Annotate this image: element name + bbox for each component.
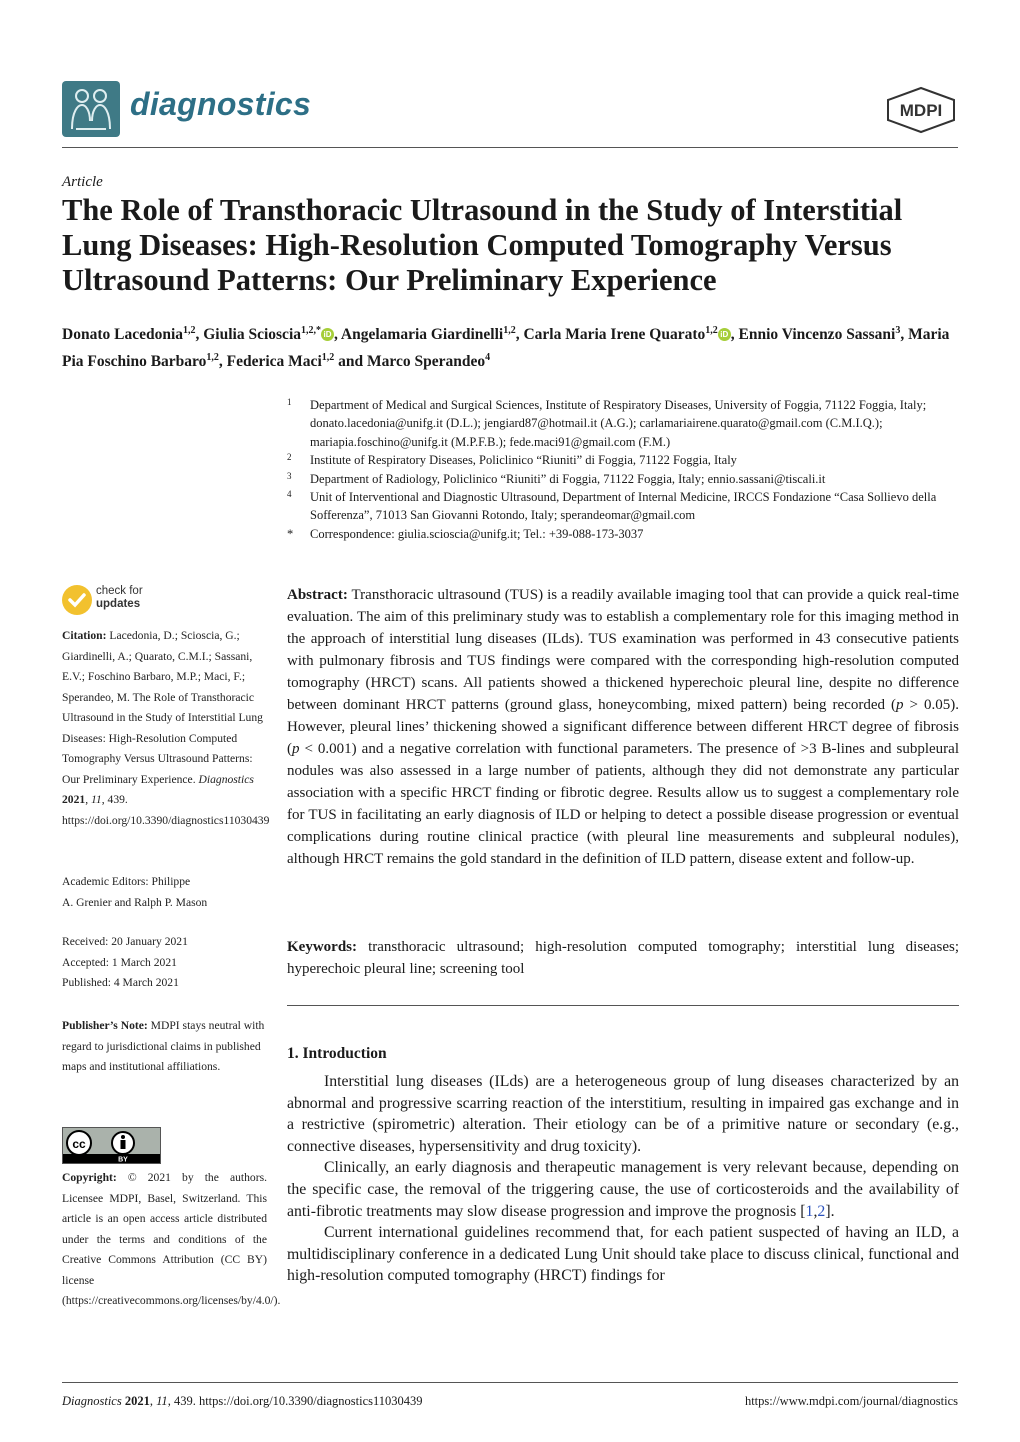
keywords: Keywords: transthoracic ultrasound; high-resolution computed tomography; interstitial lung diseases; hyperechoic pleural line; screening tool	[287, 939, 960, 977]
copyright-notice: Copyright: © 2021 by the authors. Licensee MDPI, Basel, Switzerland. This article is an open access article distributed under the terms and conditions of the Creative Commons Attribution (CC BY) license (https://creativecommons.org/licenses/by/4.0/).	[62, 1171, 281, 1307]
author-affiliation-mark: 4	[485, 352, 491, 364]
author-affiliation-mark: 1,2	[321, 352, 335, 364]
author-name: Donato Lacedonia	[62, 326, 183, 344]
header-divider	[62, 147, 958, 148]
orcid-icon[interactable]: iD	[718, 328, 731, 341]
received-date: Received: 20 January 2021	[62, 935, 188, 948]
paragraph: Interstitial lung diseases (ILds) are a heterogeneous group of lung diseases characterized by an abnormal and progressive scarring reaction of the interstitium, resulting in impaired gas exchange and in a restrictive (spirometric) alteration. Their etiology can be of a primitive nature or secondary (e.g., connective diseases, hypersensitivity and drug toxicity).	[287, 1073, 959, 1155]
journal-logo-icon	[62, 81, 120, 137]
footer-citation: Diagnostics 2021, 11, 439. https://doi.org/10.3390/diagnostics11030439	[62, 1394, 423, 1408]
affiliations	[287, 396, 959, 543]
affiliation-item: 1 Department of Medical and Surgical Sciences, Institute of Respiratory Diseases, University of Foggia, 71122 Foggia, Italy; donato.lacedonia@unifg.it (D.L.); jengiard87@hotmail.it (A.G.); carlamariairene.quarato@gmail.com (C.M.I.Q.); mariapia.foschino@unifg.it (M.P.F.B.); fede.maci91@gmail.com (F.M.)	[287, 397, 927, 449]
affiliation-item: 4 Unit of Interventional and Diagnostic Ultrasound, Department of Internal Medicine, IRCCS Fondazione “Casa Sollievo della Sofferenza”, 71013 San Giovanni Rotondo, Italy; sperandeomar@gmail.com	[287, 489, 937, 523]
mdpi-logo-icon[interactable]	[884, 86, 958, 134]
check-updates-button[interactable]: check for updates	[96, 585, 143, 610]
footer-divider	[62, 1382, 958, 1383]
introduction-body	[287, 1071, 959, 1287]
correspondence: * Correspondence: giulia.scioscia@unifg.it; Tel.: +39-088-173-3037	[287, 526, 644, 541]
citation: Citation: Lacedonia, D.; Scioscia, G.; Giardinelli, A.; Quarato, C.M.I.; Sassani, E.V.; Foschino Barbaro, M.P.; Maci, F.; Sperandeo, M. The Role of Transthoracic Ultrasound in the Study of Interstitial Lung Diseases: High-Resolution Computed Tomography Versus Ultrasound Patterns: Our Preliminary Experience. Diagnostics 2021, 11, 439. https://doi.org/10.3390/diagnostics11030439	[62, 629, 270, 827]
published-date: Published: 4 March 2021	[62, 976, 179, 989]
author-name: Maria Pia Foschino Barbaro	[62, 326, 950, 371]
section-divider	[287, 1005, 959, 1006]
publisher-note: Publisher’s Note: MDPI stays neutral with regard to jurisdictional claims in published maps and institutional affiliations.	[62, 1019, 265, 1073]
journal-url-link[interactable]: https://www.mdpi.com/journal/diagnostics	[744, 1394, 958, 1408]
orcid-icon[interactable]: iD	[321, 328, 334, 341]
affiliation-item: 2 Institute of Respiratory Diseases, Policlinico “Riuniti” di Foggia, 71122 Foggia, Italy	[287, 452, 737, 468]
author-affiliation-mark: 3	[895, 325, 901, 336]
section-heading: 1. Introduction	[287, 1045, 387, 1062]
author-name: Marco Sperandeo	[367, 353, 486, 371]
article-title: The Role of Transthoracic Ultrasound in the Study of Interstitial Lung Diseases: High-Resolution Computed Tomography Versus Ultrasound Patterns: Our Preliminary Experience	[62, 193, 903, 297]
publication-dates	[62, 932, 267, 994]
affiliation-item: 3 Department of Radiology, Policlinico “Riuniti” di Foggia, 71122 Foggia, Italy; ennio.sassani@tiscali.it	[287, 470, 826, 486]
paragraph: Clinically, an early diagnosis and therapeutic management is very relevant because, depending on the specific case, the removal of the triggering cause, the use of corticosteroids and the availability of anti-fibrotic treatments may slow disease progression and improve the prognosis [1,2].	[287, 1159, 959, 1220]
accepted-date: Accepted: 1 March 2021	[62, 955, 177, 969]
author-name: Ennio Vincenzo Sassani	[738, 326, 896, 344]
article-type: Article	[62, 174, 103, 190]
author-name: Federica Maci	[226, 353, 322, 371]
author-affiliation-mark: 1,2	[183, 325, 196, 336]
academic-editors: Academic Editors: Philippe A. Grenier and Ralph P. Mason	[62, 875, 208, 909]
author-affiliation-mark: 1,2	[705, 325, 718, 336]
author-affiliation-mark: 1,2	[206, 352, 219, 364]
author-list: Donato Lacedonia$^{1,2}$, Giulia Scioscia$^{1,2,*}$ iD , Angelamaria Giardinelli$^{1,2}$, Carla Maria Irene Quarato$^{1,2}$ iD , Ennio Vincenzo Sassani$^3$, Maria Pia Foschino Barbaro$^{1,2}$, Federica Maci$^{1,2}$ and Marco Sperandeo$^4$	[62, 325, 950, 371]
journal-name[interactable]: diagnostics	[130, 86, 312, 122]
reference-link[interactable]: 2	[817, 1202, 826, 1220]
cc-by-license-icon[interactable]	[62, 1127, 161, 1164]
author-affiliation-mark: 1,2,*	[301, 325, 321, 336]
author-name: Giulia Scioscia	[203, 326, 301, 344]
abstract: Abstract: Transthoracic ultrasound (TUS) is a readily available imaging tool that can provide a quick real-time evaluation. The aim of this preliminary study was to establish a complementary role for this imaging method in the approach of interstitial lung diseases (ILds). TUS examination was performed in 43 consecutive patients with pulmonary fibrosis and TUS findings were compared with the corresponding high-resolution computed tomography (HRCT) scans. All patients showed a thickened hyperechoic pleural line, despite no difference between dominant HRCT patterns (ground glass, honeycombing, mixed pattern) being recorded (p > 0.05). However, pleural lines’ thickening showed a significant difference between different HRCT degree of fibrosis (p < 0.001) and a negative correlation with functional parameters. The presence of >3 B-lines and subpleural nodules was also assessed in a large number of patients, although they did not demonstrate any particular association with a specific HRCT finding or fibrotic degree. Results allow us to suggest a complementary role for TUS in facilitating an early diagnosis of ILD or helping to detect a possible disease progression or eventual complications during routine clinical practice (with pleural line measurements and subpleural nodules), although HRCT remains the gold standard in the definition of ILD pattern, disease extent and follow-up.	[287, 587, 960, 867]
paragraph: Current international guidelines recommend that, for each patient suspected of having an ILD, a multidisciplinary conference in a dedicated Lung Unit should take place to discuss clinical, functional and high-resolution computed tomography (HRCT) findings for	[287, 1224, 959, 1285]
author-name: Angelamaria Giardinelli	[340, 326, 504, 344]
check-updates-icon[interactable]	[62, 585, 92, 615]
author-name: Carla Maria Irene Quarato	[523, 326, 706, 344]
author-affiliation-mark: 1,2	[503, 325, 516, 336]
svg-text:MDPI: MDPI	[899, 101, 943, 120]
svg-text:cc: cc	[72, 1137, 86, 1151]
svg-text:BY: BY	[118, 1156, 128, 1163]
reference-link[interactable]: 1	[805, 1202, 814, 1220]
